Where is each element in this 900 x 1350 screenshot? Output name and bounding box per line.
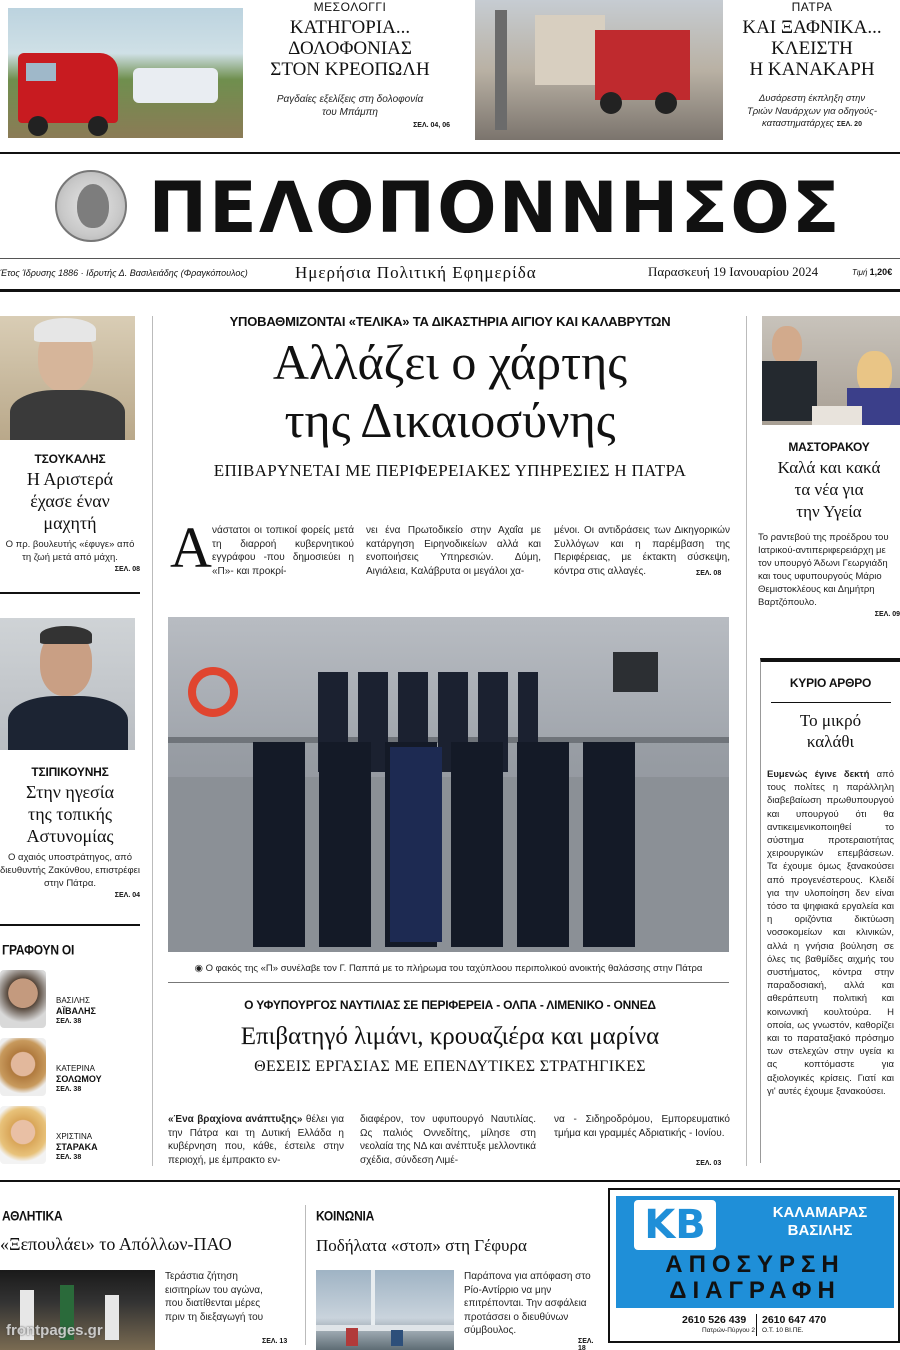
bottom-rule [0,1180,900,1182]
ad-service: ΑΠΟΣΥΡΣΗ ΔΙΑΓΡΑΦΗ [665,1251,845,1304]
ad-phone2[interactable]: 2610 647 470 [762,1314,827,1326]
left-story2-headline: Στην ηγεσία της τοπικής Αστυνομίας [25,782,115,846]
lead-story[interactable] [160,314,740,481]
left-story2-name: ΤΣΙΠΙΚΟΥΝΗΣ [31,765,109,779]
second-kicker: Ο ΥΦΥΠΟΥΡΓΟΣ ΝΑΥΤΙΛΙΑΣ ΣΕ ΠΕΡΙΦΕΡΕΙΑ - ΟΛΠΑ - ΛΙΜΕΝΙΚΟ - ΟΝΝΕΔ [244,998,656,1012]
left-story1-summary: Ο πρ. βουλευτής «έφυγε» από τη ζωή μετά από μάχη. [5,539,135,563]
second-col2: διαφέρον, τον υφυπουργό Ναυτιλίας. Ως παλιός Οννεδίτης, μίλησε στη νεολαία της ΝΔ και ανέπτυξε μελλοντικά σχέδια, σύνδεση Λιμέ- [360,1114,536,1166]
top-left-summary: Ραγδαίες εξελίξεις στη δολοφονία του Μπάμπη [276,94,424,118]
left-col-separator [152,316,153,1166]
lead-subhead: ΕΠΙΒΑΡΥΝΕΤΑΙ ΜΕ ΠΕΡΙΦΕΡΕΙΑΚΕΣ ΥΠΗΡΕΣΙΕΣ Η ΠΑΤΡΑ [213,461,687,480]
top-left-headline: ΚΑΤΗΓΟΡΙΑ... ΔΟΛΟΦΟΝΙΑΣ ΣΤΟΝ ΚΡΕΟΠΩΛΗ [270,17,430,80]
ad-phone1[interactable]: 2610 526 439 [682,1314,747,1326]
writer-3-page: ΣΕΛ. 38 [56,1154,82,1161]
second-col3: να - Σιδηροδρόμου, Εμπορευματικό τμήμα και γραμμές Αδριατικής - Ιονίου. [554,1114,730,1139]
society-photo [316,1270,454,1350]
masthead-seal [55,170,127,242]
second-subhead: ΘΕΣΕΙΣ ΕΡΓΑΣΙΑΣ ΜΕ ΕΠΕΝΔΥΤΙΚΕΣ ΣΤΡΑΤΗΓΙΚΕΣ [254,1058,646,1075]
writer-1-photo [0,970,46,1028]
lead-headline: Αλλάζει ο χάρτης της Δικαιοσύνης [272,334,628,448]
camera-icon: ◉ [194,963,203,974]
sports-headline: «Ξεπουλάει» το Απόλλων-ΠΑΟ [0,1234,232,1254]
writer-2-last: ΣΟΛΩΜΟΥ [56,1074,102,1084]
masthead-mid-rule [0,258,900,259]
writer-3-first: ΧΡΙΣΤΙΝΑ [56,1132,93,1141]
left-story1-headline: Η Αριστερά έχασε έναν μαχητή [26,469,114,533]
ad-addr1: Πατρών-Πύργου 2 [702,1327,755,1334]
left-divider-1 [0,592,140,594]
second-headline: Επιβατηγό λιμάνι, κρουαζιέρα και μαρίνα [240,1023,660,1050]
sports-label: ΑΘΛΗΤΙΚΑ [2,1208,63,1225]
lead-page-ref: ΣΕΛ. 08 [696,570,722,577]
masthead-tagline: Ημερήσια Πολιτική Εφημερίδα [295,263,537,282]
lead-photo[interactable] [168,617,729,952]
writer-3-last: ΣΤΑΡΑΚΑ [56,1142,98,1152]
writer-2-photo [0,1038,46,1096]
second-story[interactable] [160,998,740,1076]
writer-3[interactable] [0,1106,140,1166]
lead-col2: νει ένα Πρωτοδικείο στην Αχαΐα με κατάργηση Ειρηνοδικείων αλλά και ενοποιήσεις Υπηρεσιών. Δύμη, Αιγιάλεια, Καλάβρυτα οι μεγάλοι χα- [366,525,541,577]
writer-2-page: ΣΕΛ. 38 [56,1086,82,1093]
left-story1-photo[interactable] [0,316,135,440]
top-right-headline: ΚΑΙ ΞΑΦΝΙΚΑ... ΚΛΕΙΣΤΗ Η ΚΑΝΑΚΑΡΗ [742,17,882,80]
editorial-label: ΚΥΡΙΟ ΑΡΘΡΟ [789,676,872,690]
writer-2-first: ΚΑΤΕΡΙΝΑ [56,1064,95,1073]
society-page-ref: ΣΕΛ. 18 [578,1338,594,1350]
lead-body [168,515,730,588]
ad-name: ΚΑΛΑΜΑΡΑΣ ΒΑΣΙΛΗΣ [772,1204,868,1239]
left-story2-summary: Ο αχαιός υποστράτηγος, από διευθυντής Ζακύνθου, επιστρέφει στην Πάτρα. [0,852,141,889]
editorial-title: Το μικρό καλάθι [799,711,862,751]
writers-title: ΓΡΑΦΟΥΝ ΟΙ [2,942,75,959]
writer-1[interactable] [0,970,140,1030]
lead-col3: μένοι. Οι αντιδράσεις των Δικηγορικών Συλλόγων και η παρέμβαση της Περιφέρειας, με έκτακτη σύσκεψη, κόντρα στις αλλαγές. [554,525,730,577]
left-story1[interactable] [0,452,140,573]
editorial-text: Ευμενώς έγινε δεκτή από τους πολίτες η παράλληλη διαβεβαίωση πρωθυπουργού και υπουργού ότι θα αντικειμενικοποιηθεί το σύστημα προτεραιοτήτας χειρουργικών επεμβάσεων. Τα έχουμε όμως ξανακούσει από προγενέστερους. Κλειδί για την υλοποίηση δεν είναι τόσο τα ψηφιακά εργαλεία και η οριζόντια δικτύωση νοσοκομείων και κλινικών, αλλά η γνήσια βούληση σε όλες τις βαθμίδες αιχμής του συστήματος, κόντρα στην παραδοσιακή, αλλά και αθεράπευτη πολιτική και κοινωνική κουλτούρα. Η οποία, ως γνωστόν, καθορίζει και το παραταξιακό πρόσημο των στελεχών στην υγεία κι ας κοπτόμαστε για αξιολογικές κρίσεις. Γιατί και γι' αυτές έχουμε ξανακούσει. [767,769,894,1097]
masthead-title: ΠΕΛΟΠΟΝΝΗΣΟΣ [148,167,842,249]
right-story-summary: Το ραντεβού της προέδρου του Ιατρικού-αντιπεριφερειάρχη με τον υπουργό Άδωνι Γεωργιάδη και τους υφυπουργούς Μάριο Θεμιστοκλέους και Δημήτρη Βαρτζόπουλο. [758,532,889,608]
society-headline: Ποδήλατα «στοπ» στη Γέφυρα [316,1236,527,1255]
top-right-kicker: ΠΑΤΡΑ [791,0,833,14]
left-divider-2 [0,924,140,926]
second-body [168,1113,730,1173]
top-right-teaser[interactable] [728,0,896,132]
society-label: ΚΟΙΝΩΝΙΑ [316,1208,375,1225]
society-section[interactable] [316,1190,596,1350]
sports-summary: Τεράστια ζήτηση εισιτηρίων του αγώνα, που διατίθενται μέρες πριν τη διεξαγωγή του [165,1271,264,1323]
society-summary: Παράπονα για απόφαση στο Ρίο-Αντίρριο να μην επιτρέπονται. Την ασφάλεια προτάσσει ο διευθύνων σύμβουλος. [464,1271,591,1336]
ad-box[interactable] [608,1188,900,1343]
right-story-photo[interactable] [762,316,900,425]
lead-col1: νάστατοι οι τοπικοί φορείς μετά τη διαρροή κυβερνητικού εγγράφου -που δημοσιεύει η «Π»- και προκρί- [212,525,354,577]
right-col-separator [746,316,747,1166]
second-col1: «Ένα βραχίονα ανάπτυξης» θέλει για την Πάτρα και τη Δυτική Ελλάδα η κυβέρνηση που, κάθε, έστειλε στην περιοχή, με έμπρακτο εν- [168,1114,344,1166]
left-story1-page-ref: ΣΕΛ. 08 [114,566,140,573]
writer-2[interactable] [0,1038,140,1098]
top-left-page-ref: ΣΕΛ. 04, 06 [413,122,450,129]
writer-3-photo [0,1106,46,1164]
bottom-sep-1 [305,1205,306,1345]
editorial-box[interactable] [760,658,900,1163]
writer-1-first: ΒΑΣΙΛΗΣ [56,996,90,1005]
right-story-headline: Καλά και κακά τα νέα για την Υγεία [777,458,881,521]
left-story1-name: ΤΣΟΥΚΑΛΗΣ [34,452,106,466]
right-story[interactable] [758,440,900,618]
masthead-price: Τιμή 1,20€ [852,267,893,277]
ad-logo: KB [634,1200,716,1250]
lead-photo-caption: ◉ Ο φακός της «Π» συνέλαβε τον Γ. Παππά με το πλήρωμα του ταχύπλοου περιπολικού ανοικτής θαλάσσης στην Πάτρα [194,963,703,974]
left-story2-photo[interactable] [0,618,135,750]
caption-rule [168,982,729,983]
masthead-founded: Έτος Ίδρυσης 1886 · Ιδρυτής Δ. Βασιλειάδης (Φραγκόπουλος) [0,268,248,278]
second-page-ref: ΣΕΛ. 03 [696,1160,722,1167]
masthead-date: Παρασκευή 19 Ιανουαρίου 2024 [648,264,819,279]
masthead-bottom-rule [0,289,900,292]
top-right-page-ref: ΣΕΛ. 20 [836,121,862,128]
sports-page-ref: ΣΕΛ. 13 [262,1338,288,1345]
ad-addr2: Ο.Τ. 10 ΒΙ.ΠΕ. [762,1327,804,1334]
left-story2-page-ref: ΣΕΛ. 04 [114,892,140,899]
writer-1-page: ΣΕΛ. 38 [56,1018,82,1025]
left-story2[interactable] [0,765,140,899]
top-right-photo[interactable] [475,0,723,140]
lead-kicker: ΥΠΟΒΑΘΜΙΖΟΝΤΑΙ «ΤΕΛΙΚΑ» ΤΑ ΔΙΚΑΣΤΗΡΙΑ ΑΙΓΙΟΥ ΚΑΙ ΚΑΛΑΒΡΥΤΩΝ [229,314,671,329]
top-right-summary: Δυσάρεστη έκπληξη στην Τριών Ναυάρχων για οδηγούς- καταστηματάρχες ΣΕΛ. 20 [746,93,878,129]
writer-1-last: ΑΪΒΑΛΗΣ [56,1006,96,1016]
top-left-teaser[interactable] [250,0,450,129]
right-story-page-ref: ΣΕΛ. 09 [874,611,900,618]
top-left-photo[interactable] [8,8,243,138]
lead-drop-cap: Α [170,515,212,580]
watermark: frontpages.gr [6,1322,103,1339]
right-story-name: ΜΑΣΤΟΡΑΚΟΥ [788,440,870,454]
top-left-kicker: ΜΕΣΟΛΟΓΓΙ [313,0,387,14]
masthead-top-rule [0,152,900,154]
